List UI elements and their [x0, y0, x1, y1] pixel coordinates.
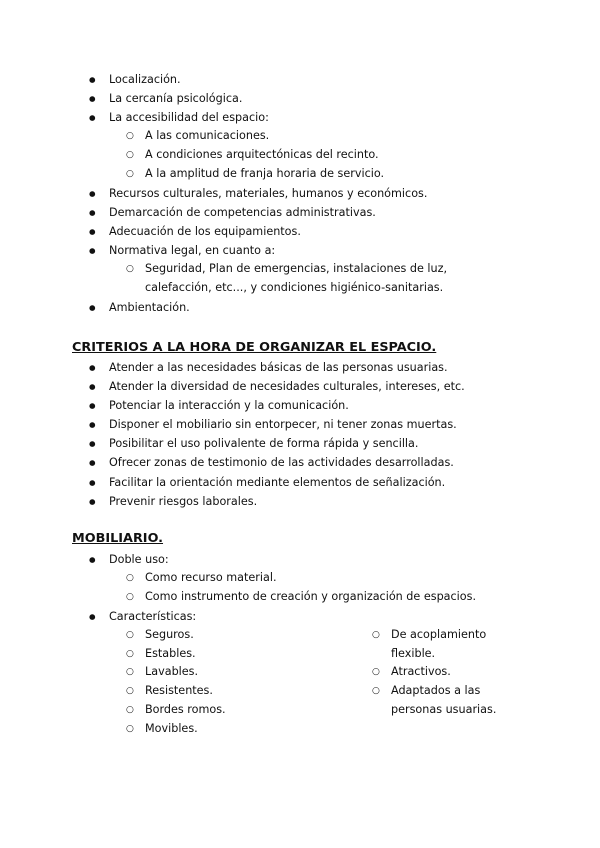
caracteristicas-columns: [0, 626, 600, 741]
list-item: ● Potenciar la interacción y la comunicación.: [0, 396, 600, 415]
list-item: ● Atender a las necesidades básicas de las personas usuarias.: [0, 358, 600, 377]
sub-list-item: ○ Adaptados a las personas usuarias.: [0, 682, 501, 720]
sub-list-item: ○ Bordes romos.: [0, 701, 226, 720]
list-item: ● Posibilitar el uso polivalente de forma rápida y sencilla.: [0, 434, 600, 453]
list-item: ● Ofrecer zonas de testimonio de las actividades desarrolladas.: [0, 453, 600, 472]
section-heading-criterios: CRITERIOS A LA HORA DE ORGANIZAR EL ESPACIO.: [72, 340, 437, 355]
sub-list-item: ○ Seguridad, Plan de emergencias, instalaciones de luz, calefacción, etc..., y condiciones higiénico-sanitarias.: [0, 260, 505, 298]
sub-list-item: ○ Atractivos.: [0, 663, 501, 682]
list-item: ● Prevenir riesgos laborales.: [0, 492, 600, 511]
sub-list-item: ○ Resistentes.: [0, 682, 226, 701]
sub-list-item: ○ Seguros.: [0, 626, 226, 645]
criterios-list: [0, 358, 600, 511]
list-item: ● Recursos culturales, materiales, humanos y económicos.: [0, 184, 600, 203]
list-item: ● Atender la diversidad de necesidades culturales, intereses, etc.: [0, 377, 600, 396]
list-item: ● Doble uso:: [0, 550, 600, 569]
sub-list-item: ○ A la amplitud de franja horaria de servicio.: [0, 165, 600, 184]
list-item: ● Características:: [0, 607, 600, 626]
list-item: ● La cercanía psicológica.: [0, 89, 600, 108]
sub-list-item: ○ De acoplamiento flexible.: [0, 626, 501, 664]
sub-list-item: ○ A condiciones arquitectónicas del recinto.: [0, 146, 600, 165]
mobiliario-list: [0, 550, 600, 741]
list-item: ● La accesibilidad del espacio:: [0, 108, 600, 127]
sub-list-item: ○ Estables.: [0, 645, 226, 664]
sub-list-item: ○ A las comunicaciones.: [0, 127, 600, 146]
list-item: ● Adecuación de los equipamientos.: [0, 222, 600, 241]
sub-list-item: ○ Como instrumento de creación y organización de espacios.: [0, 588, 600, 607]
list-item: ● Demarcación de competencias administrativas.: [0, 203, 600, 222]
espacio-factors-list: [0, 70, 600, 317]
sub-list-item: ○ Movibles.: [0, 720, 226, 739]
sub-list-item: ○ Lavables.: [0, 663, 226, 682]
section-heading-mobiliario: MOBILIARIO.: [72, 531, 164, 546]
sub-list-item: ○ Como recurso material.: [0, 569, 600, 588]
list-item: ● Disponer el mobiliario sin entorpecer, ni tener zonas muertas.: [0, 415, 600, 434]
list-item: ● Normativa legal, en cuanto a:: [0, 241, 600, 260]
list-item: ● Localización.: [0, 70, 600, 89]
caracteristicas-right-column: [0, 626, 501, 720]
list-item: ● Facilitar la orientación mediante elementos de señalización.: [0, 473, 600, 492]
list-item: ● Ambientación.: [0, 298, 600, 317]
